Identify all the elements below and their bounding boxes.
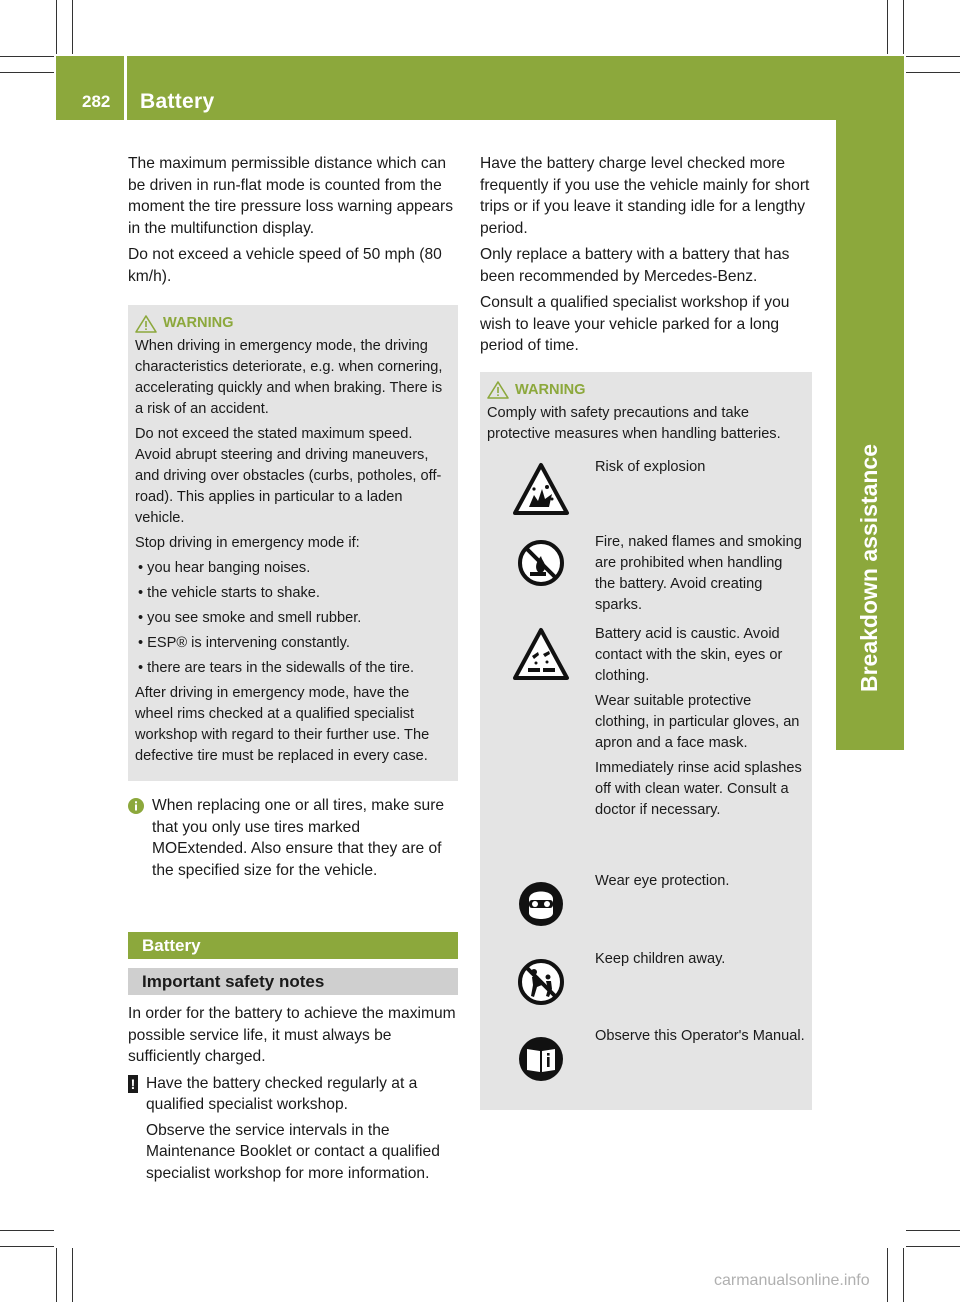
symbol-text: Battery acid is caustic. Avoid contact with the skin, eyes or clothing. [595, 625, 783, 684]
crop-mark [72, 1248, 73, 1302]
list-item: • there are tears in the sidewalls of the tire. [138, 660, 415, 676]
symbol-row [487, 1026, 805, 1082]
crop-mark [0, 1246, 54, 1247]
no-fire-icon [512, 534, 570, 592]
symbol-text: Keep children away. [595, 950, 726, 967]
warning-box [128, 305, 458, 781]
crop-mark [56, 0, 57, 54]
symbol-text: Observe this Operator's Manual. [595, 1027, 805, 1044]
header-divider [124, 56, 127, 120]
list-item: • ESP® is intervening constantly. [138, 635, 350, 651]
symbol-text: Wear eye protection. [595, 872, 730, 889]
crop-mark [906, 56, 960, 57]
caution-note [128, 1073, 458, 1189]
symbol-row [487, 457, 805, 532]
symbol-text: Wear suitable protective clothing, in particular gloves, an apron and a face mask. [595, 692, 800, 751]
caution-text: Observe the service intervals in the Maintenance Booklet or contact a qualified specialist workshop for more information. [146, 1121, 440, 1182]
crop-mark [887, 0, 888, 54]
symbol-row [487, 624, 805, 871]
explosion-warning-icon [512, 461, 570, 519]
symbol-text: Fire, naked flames and smoking are prohibited when handling the battery. Avoid creating sparks. [595, 533, 802, 613]
list-item: • you hear banging noises. [138, 560, 311, 576]
symbol-text: Immediately rinse acid splashes off with clean water. Consult a doctor if necessary. [595, 759, 802, 818]
paragraph: Do not exceed a vehicle speed of 50 mph (80 km/h). [128, 246, 442, 285]
warning-triangle-icon [487, 381, 509, 399]
crop-mark [903, 1248, 904, 1302]
watermark: carmanualsonline.info [714, 1272, 870, 1289]
warning-title: WARNING [163, 315, 234, 331]
crop-mark [903, 0, 904, 54]
section-heading: Battery [128, 932, 458, 959]
warning-text: When driving in emergency mode, the driving characteristics deteriorate, e.g. when cornering, accelerating quickly and when braking. There is a risk of an accident. [135, 338, 443, 417]
acid-warning-icon [512, 626, 570, 684]
symbol-text: Risk of explosion [595, 458, 706, 475]
symbol-row [487, 871, 805, 949]
keep-children-away-icon [512, 953, 570, 1011]
crop-mark [56, 1248, 57, 1302]
symbol-row [487, 532, 805, 624]
warning-text: Do not exceed the stated maximum speed. Avoid abrupt steering and driving maneuvers, and driving over obstacles (curbs, potholes, off-road). This applies in particular to a laden vehicle. [135, 426, 442, 526]
symbol-row [487, 949, 805, 1026]
warning-triangle-icon [135, 315, 157, 333]
paragraph: Consult a qualified specialist workshop if you wish to leave your vehicle parked for a long period of time. [480, 294, 790, 354]
paragraph: Only replace a battery with a battery that has been recommended by Mercedes-Benz. [480, 246, 790, 285]
crop-mark [0, 72, 54, 73]
info-icon [128, 798, 144, 814]
chapter-label: Breakdown assistance [856, 443, 882, 692]
warning-heading [135, 313, 451, 334]
eye-protection-icon [512, 875, 570, 933]
warning-text: Comply with safety precautions and take protective measures when handling batteries. [487, 404, 781, 442]
subsection-heading: Important safety notes [128, 968, 458, 995]
warning-title: WARNING [515, 381, 586, 398]
paragraph: The maximum permissible distance which can be driven in run-flat mode is counted from the moment the tire pressure loss warning appears in the multifunction display. [128, 155, 454, 237]
page-number: 282 [82, 92, 111, 111]
right-column [480, 153, 812, 1110]
crop-mark [906, 1246, 960, 1247]
list-item: • the vehicle starts to shake. [138, 585, 320, 601]
crop-mark [887, 1248, 888, 1302]
caution-icon: ! [128, 1075, 138, 1093]
list-item: • you see smoke and smell rubber. [138, 610, 362, 626]
crop-mark [72, 0, 73, 54]
crop-mark [906, 72, 960, 73]
paragraph: Have the battery charge level checked more frequently if you use the vehicle mainly for short trips or if you leave it standing idle for a lengthy period. [480, 155, 810, 237]
operators-manual-icon [512, 1030, 570, 1088]
caution-text: Have the battery checked regularly at a qualified specialist workshop. [146, 1074, 418, 1113]
info-note [128, 795, 458, 885]
warning-text: Stop driving in emergency mode if: [135, 535, 360, 551]
warning-text: After driving in emergency mode, have the wheel rims checked at a qualified specialist workshop with regard to their further use. The defective tire must be replaced in every case. [135, 685, 430, 764]
warning-box [480, 372, 812, 1110]
left-column [128, 153, 458, 1188]
crop-mark [0, 56, 54, 57]
crop-mark [906, 1230, 960, 1231]
note-text: When replacing one or all tires, make sure that you only use tires marked MOExtended. Also ensure that they are of the specified size for the vehicle. [152, 797, 445, 879]
warning-heading [487, 380, 805, 401]
page-title: Battery [140, 90, 215, 113]
crop-mark [0, 1230, 54, 1231]
paragraph: In order for the battery to achieve the maximum possible service life, it must always be sufficiently charged. [128, 1005, 456, 1065]
